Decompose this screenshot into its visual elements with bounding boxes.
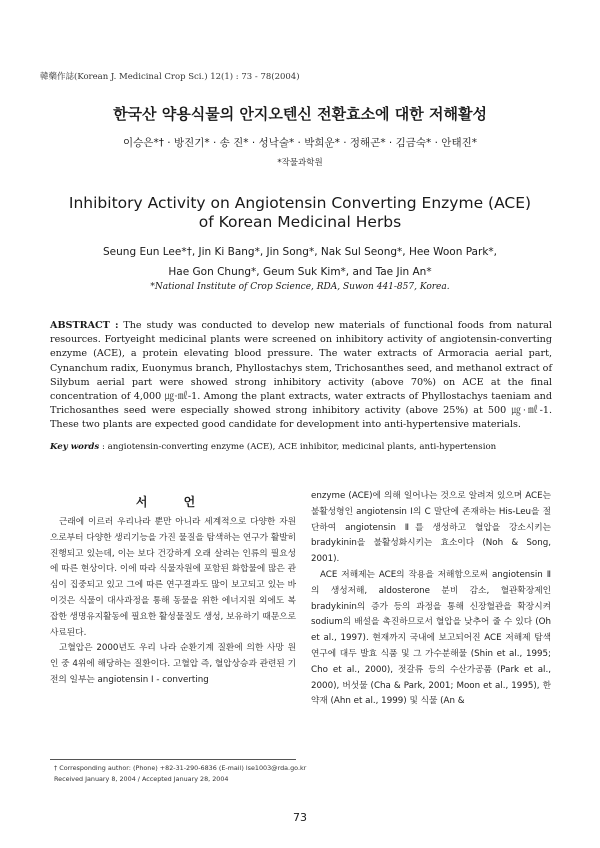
korean-authors: 이승은*† · 방진기* · 송 진* · 성낙술* · 박희운* · 정해곤* · 김금숙* · 안태진* [123,137,477,149]
english-affiliation: *National Institute of Crop Science, RDA, Suwon 441-857, Korea. [150,282,450,292]
english-title [0,194,600,232]
left-column [50,515,296,689]
journal-header: 韓藥作誌(Korean J. Medicinal Crop Sci.) 12(1) : 73 - 78(2004) [40,72,300,82]
right-column [311,489,551,710]
english-authors [0,242,600,282]
english-title-line-1: Inhibitory Activity on Angiotensin Converting Enzyme (ACE) [68,194,532,212]
page-number: 73 [293,811,307,824]
intro-paragraph-1: 근래에 이르러 우리나라 뿐만 아니라 세계적으로 다양한 자원으로부터 다양한 생리기능을 가진 물질을 탐색하는 연구가 활발히 진행되고 있는데, 이는 보다 건강하게 오래 살려는 인류의 필요성에 따른 현상이다. 이에 따라 식물자원에 포함된 화합물에 많은 관심이 집중되고 있고 그에 따른 연구결과도 많이 보고되고 있는 바 이것은 식물이 대사과정을 통해 동물을 위한 에너지원 외에도 복잡한 생명유지활동에 필요한 활성물질도 생성, 보유하기 때문으로 사료된다. [50,517,296,638]
intro-paragraph-4: ACE 저해제는 ACE의 작용을 저해함으로써 angiotensin Ⅱ의 생성저해, aldosterone 분비 감소, 혈관확장제인 bradykinin의 증가 등의 과정을 통해 신장혈관을 확장시켜 sodium의 배설을 촉진하므로서 혈압을 낮추어 줄 수 있다 (Oh et al., 1997). 현재까지 국내에 보고되어진 ACE 저해제 탐색 연구에 대두 발효 식품 및 그 가수분해물 (Shin et al., 1995; Cho et al., 2000), 젓갈류 등의 수산가공품 (Park et al., 2000), 버섯물 (Cha & Park, 2001; Moon et al., 1995), 한약재 (Ahn et al., 1999) 및 식물 (An & [311,569,551,707]
abstract-label: ABSTRACT : [50,320,119,331]
english-title-line-2: of Korean Medicinal Herbs [198,213,402,231]
korean-affiliation: *작물과학원 [277,158,323,168]
keywords-text: : angiotensin-converting enzyme (ACE), ACE inhibitor, medicinal plants, anti-hypertension [101,442,497,452]
abstract-text: The study was conducted to develop new materials of functional foods from natural resources. Fortyeight medicinal plants were screened on inhibitory activity of angiotensin-converting enzyme (ACE), a protein elevating blood pressure. The water extracts of Armoracia aerial part, Cynanchum radix, Euonymus branch, Phyllostachys stem, Trichosanthes seed, and methanol extract of Silybum aerial part were showed strong inhibitory activity (above 70%) on ACE at the final concentration of 4,000 ㎍·㎖-1. Among the plant extracts, water extracts of Phyllostachys taeniam and Trichosanthes seed were especially showed strong inhibitory activity (above 25%) at 500 ㎍·㎖-1. These two plants are expected good candidate for development into anti-hypertensive materials. [50,320,552,431]
keywords [50,442,560,452]
abstract [50,319,552,433]
english-authors-line-2: Hae Gon Chung*, Geum Suk Kim*, and Tae Jin An* [168,266,432,278]
korean-title: 한국산 약용식물의 안지오텐신 전환효소에 대한 저해활성 [113,105,487,123]
footnote-rule [50,759,296,760]
intro-paragraph-2: 고혈압은 2000년도 우리 나라 순환기계 질환에 의한 사망 원인 중 4위에 해당하는 질환이다. 고혈압 즉, 혈압상승과 관련된 기전의 일부는 angiotensin Ⅰ - converting [50,643,296,685]
intro-paragraph-3: enzyme (ACE)에 의해 일어나는 것으로 알려져 있으며 ACE는 불활성형인 angiotensin Ⅰ의 C 말단에 존재하는 His-Leu을 절단하여 angiotensin Ⅱ를 생성하고 혈압을 강소시키는 bradykinin을 불활성화시키는 효소이다 (Noh & Song, 2001). [311,491,551,565]
section-title-intro: 서 언 [135,495,212,509]
footnote [54,763,307,785]
footnote-corresponding: † Corresponding author: (Phone) +82-31-290-6836 (E-mail) lse1003@rda.go.kr [54,764,307,772]
footnote-received: Received January 8, 2004 / Accepted January 28, 2004 [54,775,229,783]
keywords-label: Key words [50,442,100,452]
english-authors-line-1: Seung Eun Lee*†, Jin Ki Bang*, Jin Song*, Nak Sul Seong*, Hee Woon Park*, [103,246,497,258]
